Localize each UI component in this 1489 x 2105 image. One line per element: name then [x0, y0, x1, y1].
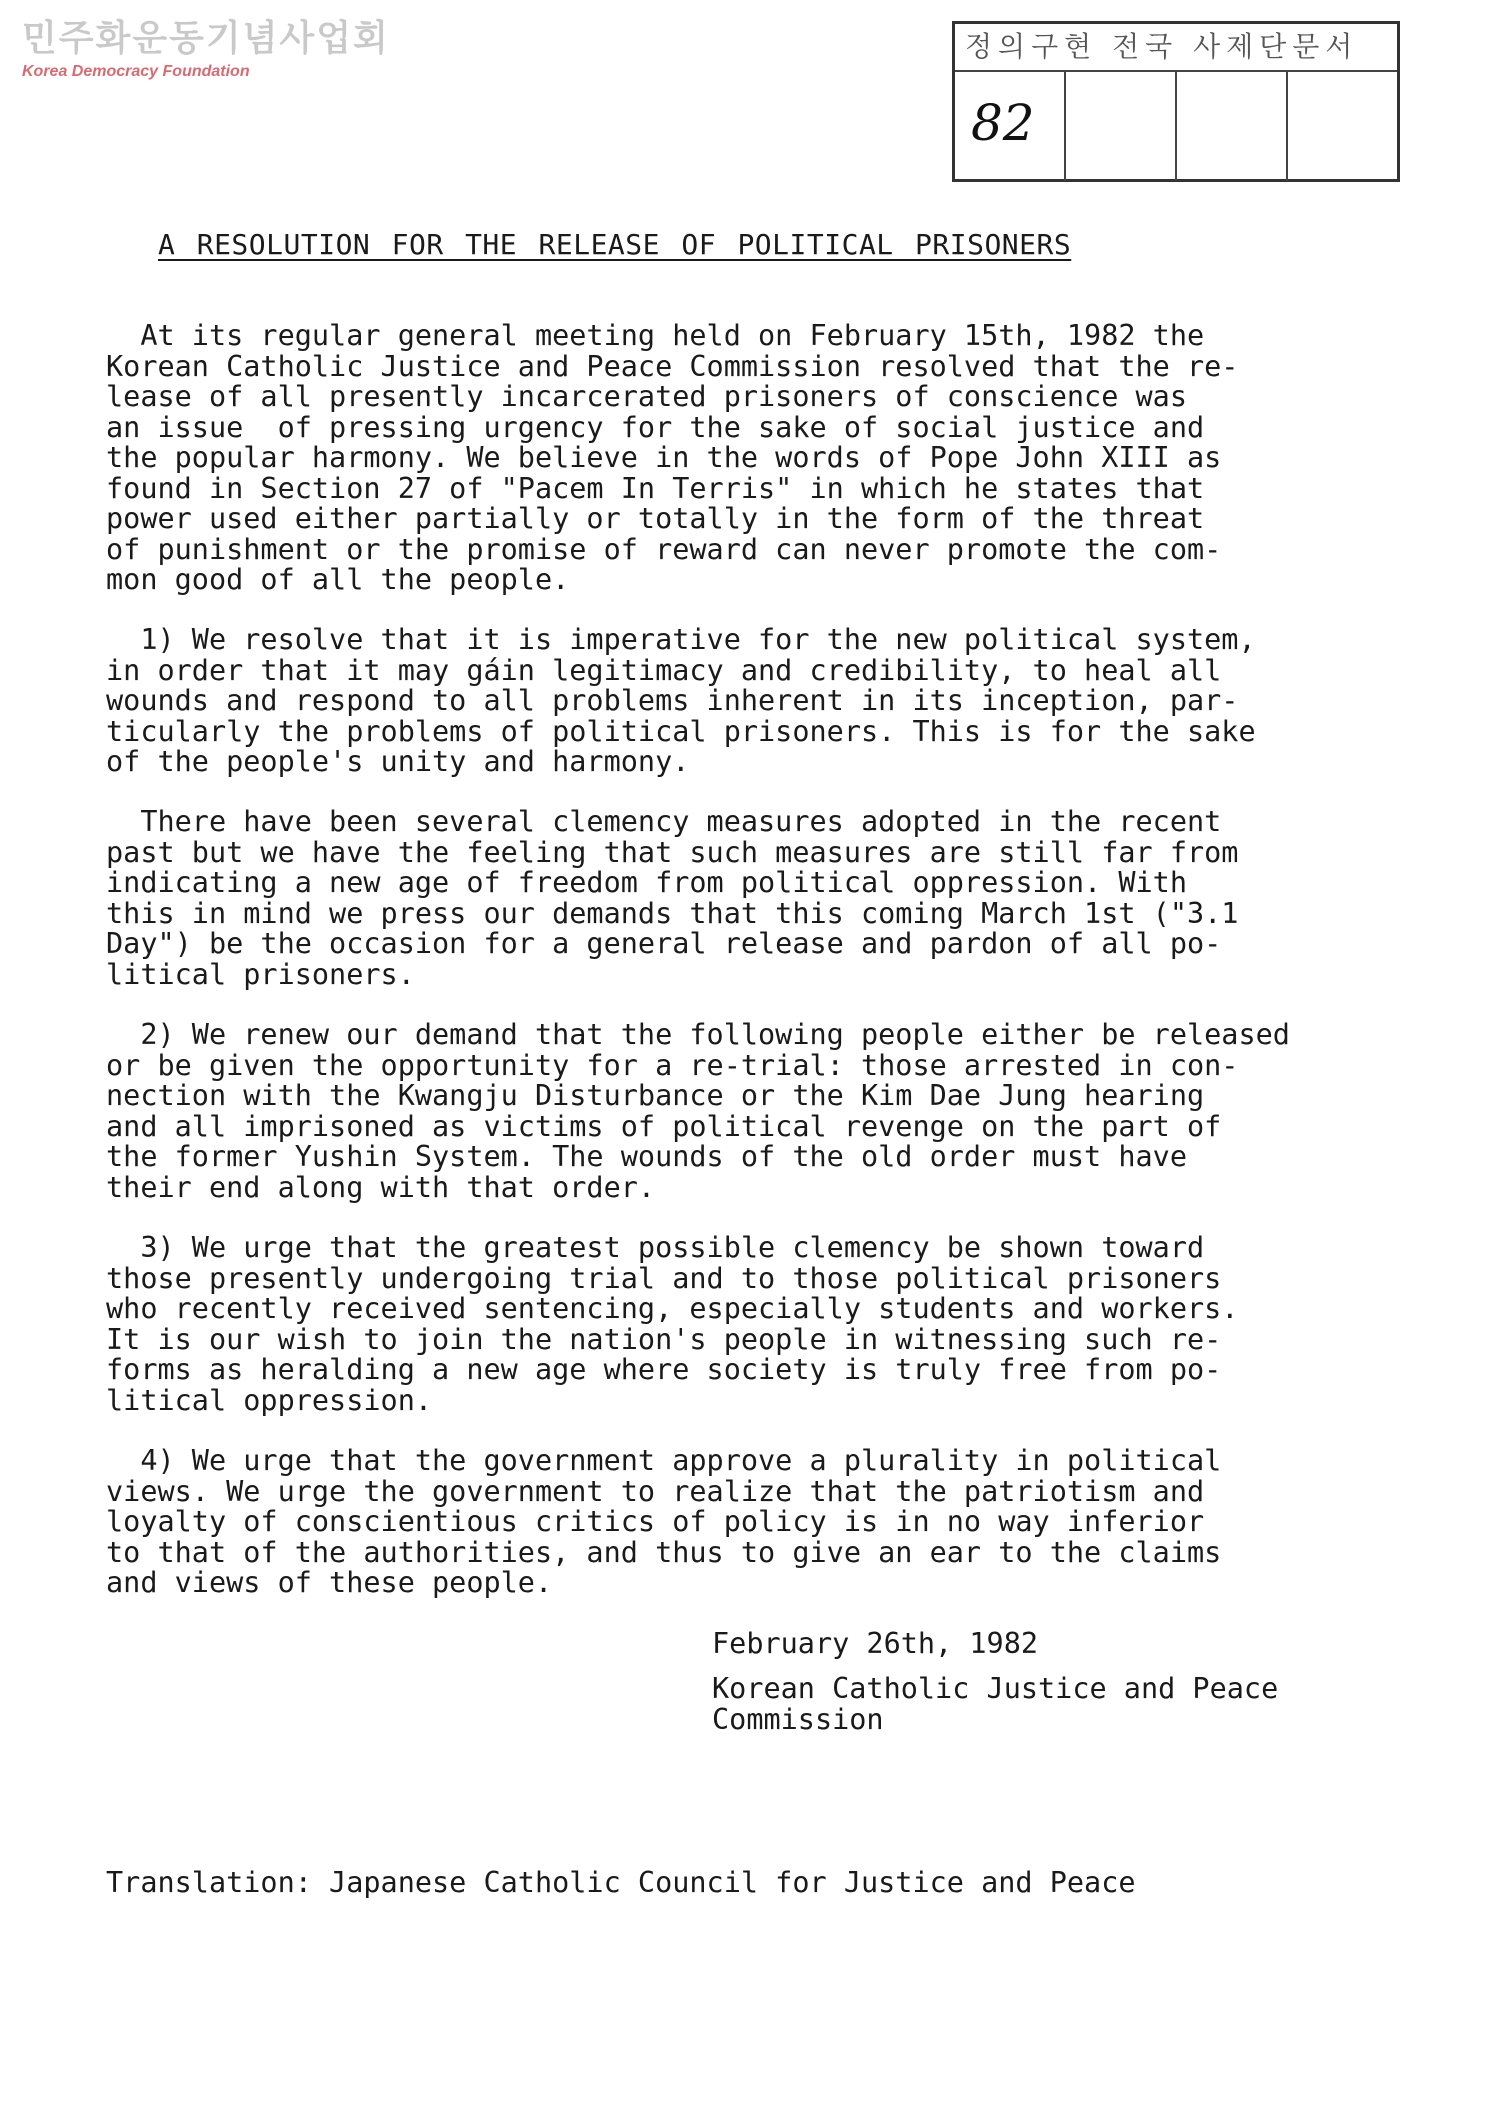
paragraph-clemency: There have been several clemency measures adopted in the recent past but we have the feeling that such measures are still far from indicating a new age of freedom from political oppression. With this in mind we press our demands that this coming March 1st ("3.1 Day") be the occasion for a general release and pardon of all po- litical prisoners. [106, 805, 1239, 991]
stamp-cell [1066, 72, 1177, 181]
watermark-korean: 민주화운동기념사업회 [22, 18, 390, 59]
stamp-cell [1177, 72, 1288, 181]
archive-stamp [952, 21, 1400, 182]
paragraph-intro: At its regular general meeting held on February 15th, 1982 the Korean Catholic Justice and Peace Commission resolved that the re- lease of all presently incarcerated prisoners of conscience was an issue of pressing urgency for the sake of social justice and the popular harmony. We believe in the words of Pope John XIII as found in Section 27 of "Pacem In Terris" in which he states that power used either partially or totally in the form of the threat of punishment or the promise of reward can never promote the com- mon good of all the people. [106, 319, 1239, 596]
signature-block: Korean Catholic Justice and Peace Commission [712, 1672, 1279, 1736]
watermark-logo [22, 18, 390, 82]
document-date: February 26th, 1982 [712, 1627, 1039, 1660]
paragraph-resolution-4: 4) We urge that the government approve a plurality in political views. We urge the government to realize that the patriotism and loyalty of conscientious critics of policy is in no way inferior to that of the authorities, and thus to give an ear to the claims and views of these people. [106, 1444, 1222, 1599]
paragraph-resolution-3: 3) We urge that the greatest possible clemency be shown toward those presently undergoing trial and to those political prisoners who recently received sentencing, especially students and workers. It is our wish to join the nation's people in witnessing such re- forms as heralding a new age where society is truly free from po- litical oppression. [106, 1231, 1239, 1417]
paragraph-resolution-2: 2) We renew our demand that the following people either be released or be given the opportunity for a re-trial: those arrested in con- nection with the Kwangju Disturbance or the Kim Dae Jung hearing and all imprisoned as victims of political revenge on the part of the former Yushin System. The wounds of the old order must have their end along with that order. [106, 1018, 1290, 1204]
stamp-cell [1288, 72, 1397, 181]
stamp-cell [955, 72, 1066, 181]
stamp-header: 정의구현 전국 사제단문서 [955, 24, 1397, 72]
stamp-number: 82 [971, 94, 1035, 152]
paragraph-resolution-1: 1) We resolve that it is imperative for the new political system, in order that it may gáin legitimacy and credibility, to heal all wounds and respond to all problems inherent in its inception, par- ticularly the problems of political prisoners. This is for the sake of the people's unity and harmony. [106, 623, 1256, 778]
watermark-english: Korea Democracy Foundation [22, 63, 250, 80]
stamp-cells [955, 72, 1397, 181]
document-title: A RESOLUTION FOR THE RELEASE OF POLITICAL PRISONERS [158, 228, 1072, 261]
translation-credit: Translation: Japanese Catholic Council for Justice and Peace [106, 1866, 1136, 1899]
